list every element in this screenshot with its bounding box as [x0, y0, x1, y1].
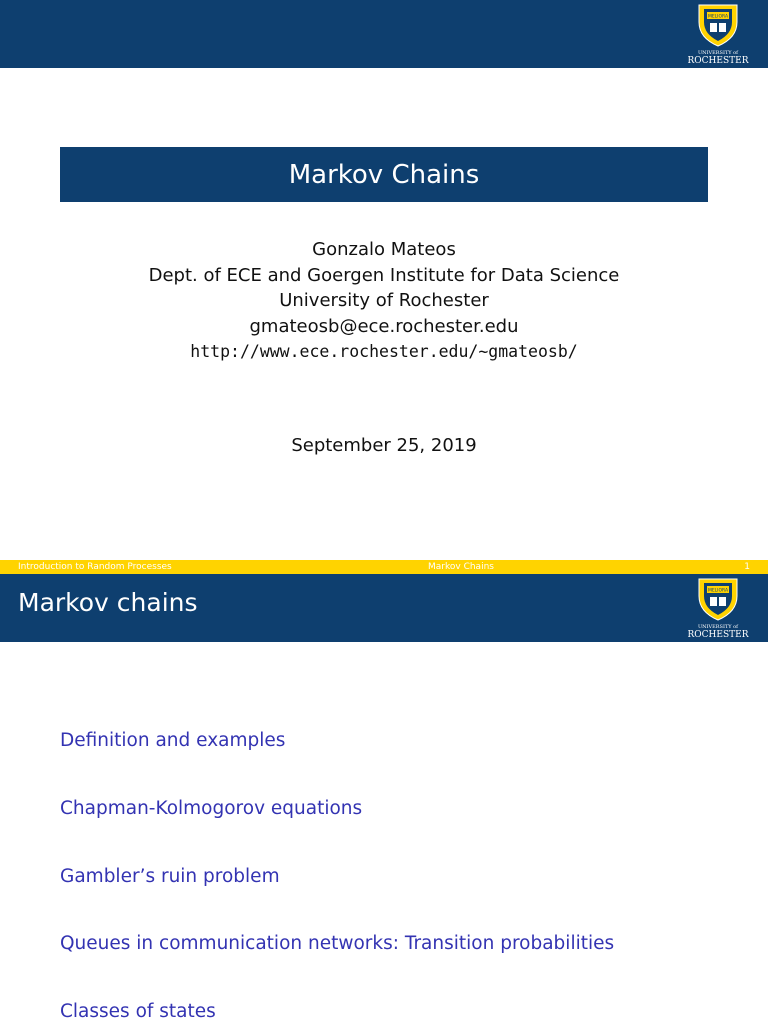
toc-item-chapman-kolmogorov[interactable]: Chapman-Kolmogorov equations [60, 797, 363, 819]
svg-text:UNIVERSITY of: UNIVERSITY of [697, 50, 739, 56]
toc-item-definition[interactable]: Definition and examples [60, 730, 286, 751]
author-university: University of Rochester [279, 290, 489, 311]
slide-footer [0, 560, 768, 574]
table-of-contents [60, 726, 614, 1024]
university-logo [686, 576, 750, 640]
outline-slide [0, 574, 768, 1024]
author-name: Gonzalo Mateos [312, 239, 456, 260]
author-email: gmateosb@ece.rochester.edu [249, 315, 519, 337]
slide-header-bar [0, 0, 768, 68]
toc-item-queues[interactable]: Queues in communication networks: Transition probabilities [60, 933, 615, 955]
svg-text:MELIORA: MELIORA [707, 588, 729, 594]
svg-text:UNIVERSITY of: UNIVERSITY of [697, 624, 739, 630]
svg-text:ROCHESTER: ROCHESTER [687, 56, 749, 66]
slide-header-bar [0, 574, 768, 642]
author-block [0, 237, 768, 365]
toc-item-gamblers-ruin[interactable]: Gambler’s ruin problem [60, 865, 280, 887]
university-logo [686, 2, 750, 66]
toc-item-classes-of-states[interactable]: Classes of states [60, 1001, 216, 1023]
frame-title: Markov chains [18, 588, 198, 617]
presentation-title: Markov Chains [288, 159, 480, 190]
presentation-date: September 25, 2019 [291, 435, 477, 456]
presentation-title-box [60, 147, 708, 202]
svg-text:ROCHESTER: ROCHESTER [687, 630, 749, 640]
author-url: http://www.ece.rochester.edu/~gmateosb/ [190, 342, 578, 361]
footer-page-number: 1 [744, 562, 750, 572]
author-affiliation: Dept. of ECE and Goergen Institute for Data Science [148, 264, 620, 286]
svg-text:MELIORA: MELIORA [707, 14, 729, 20]
footer-section-title: Markov Chains [428, 562, 494, 572]
footer-course-title: Introduction to Random Processes [18, 562, 172, 572]
